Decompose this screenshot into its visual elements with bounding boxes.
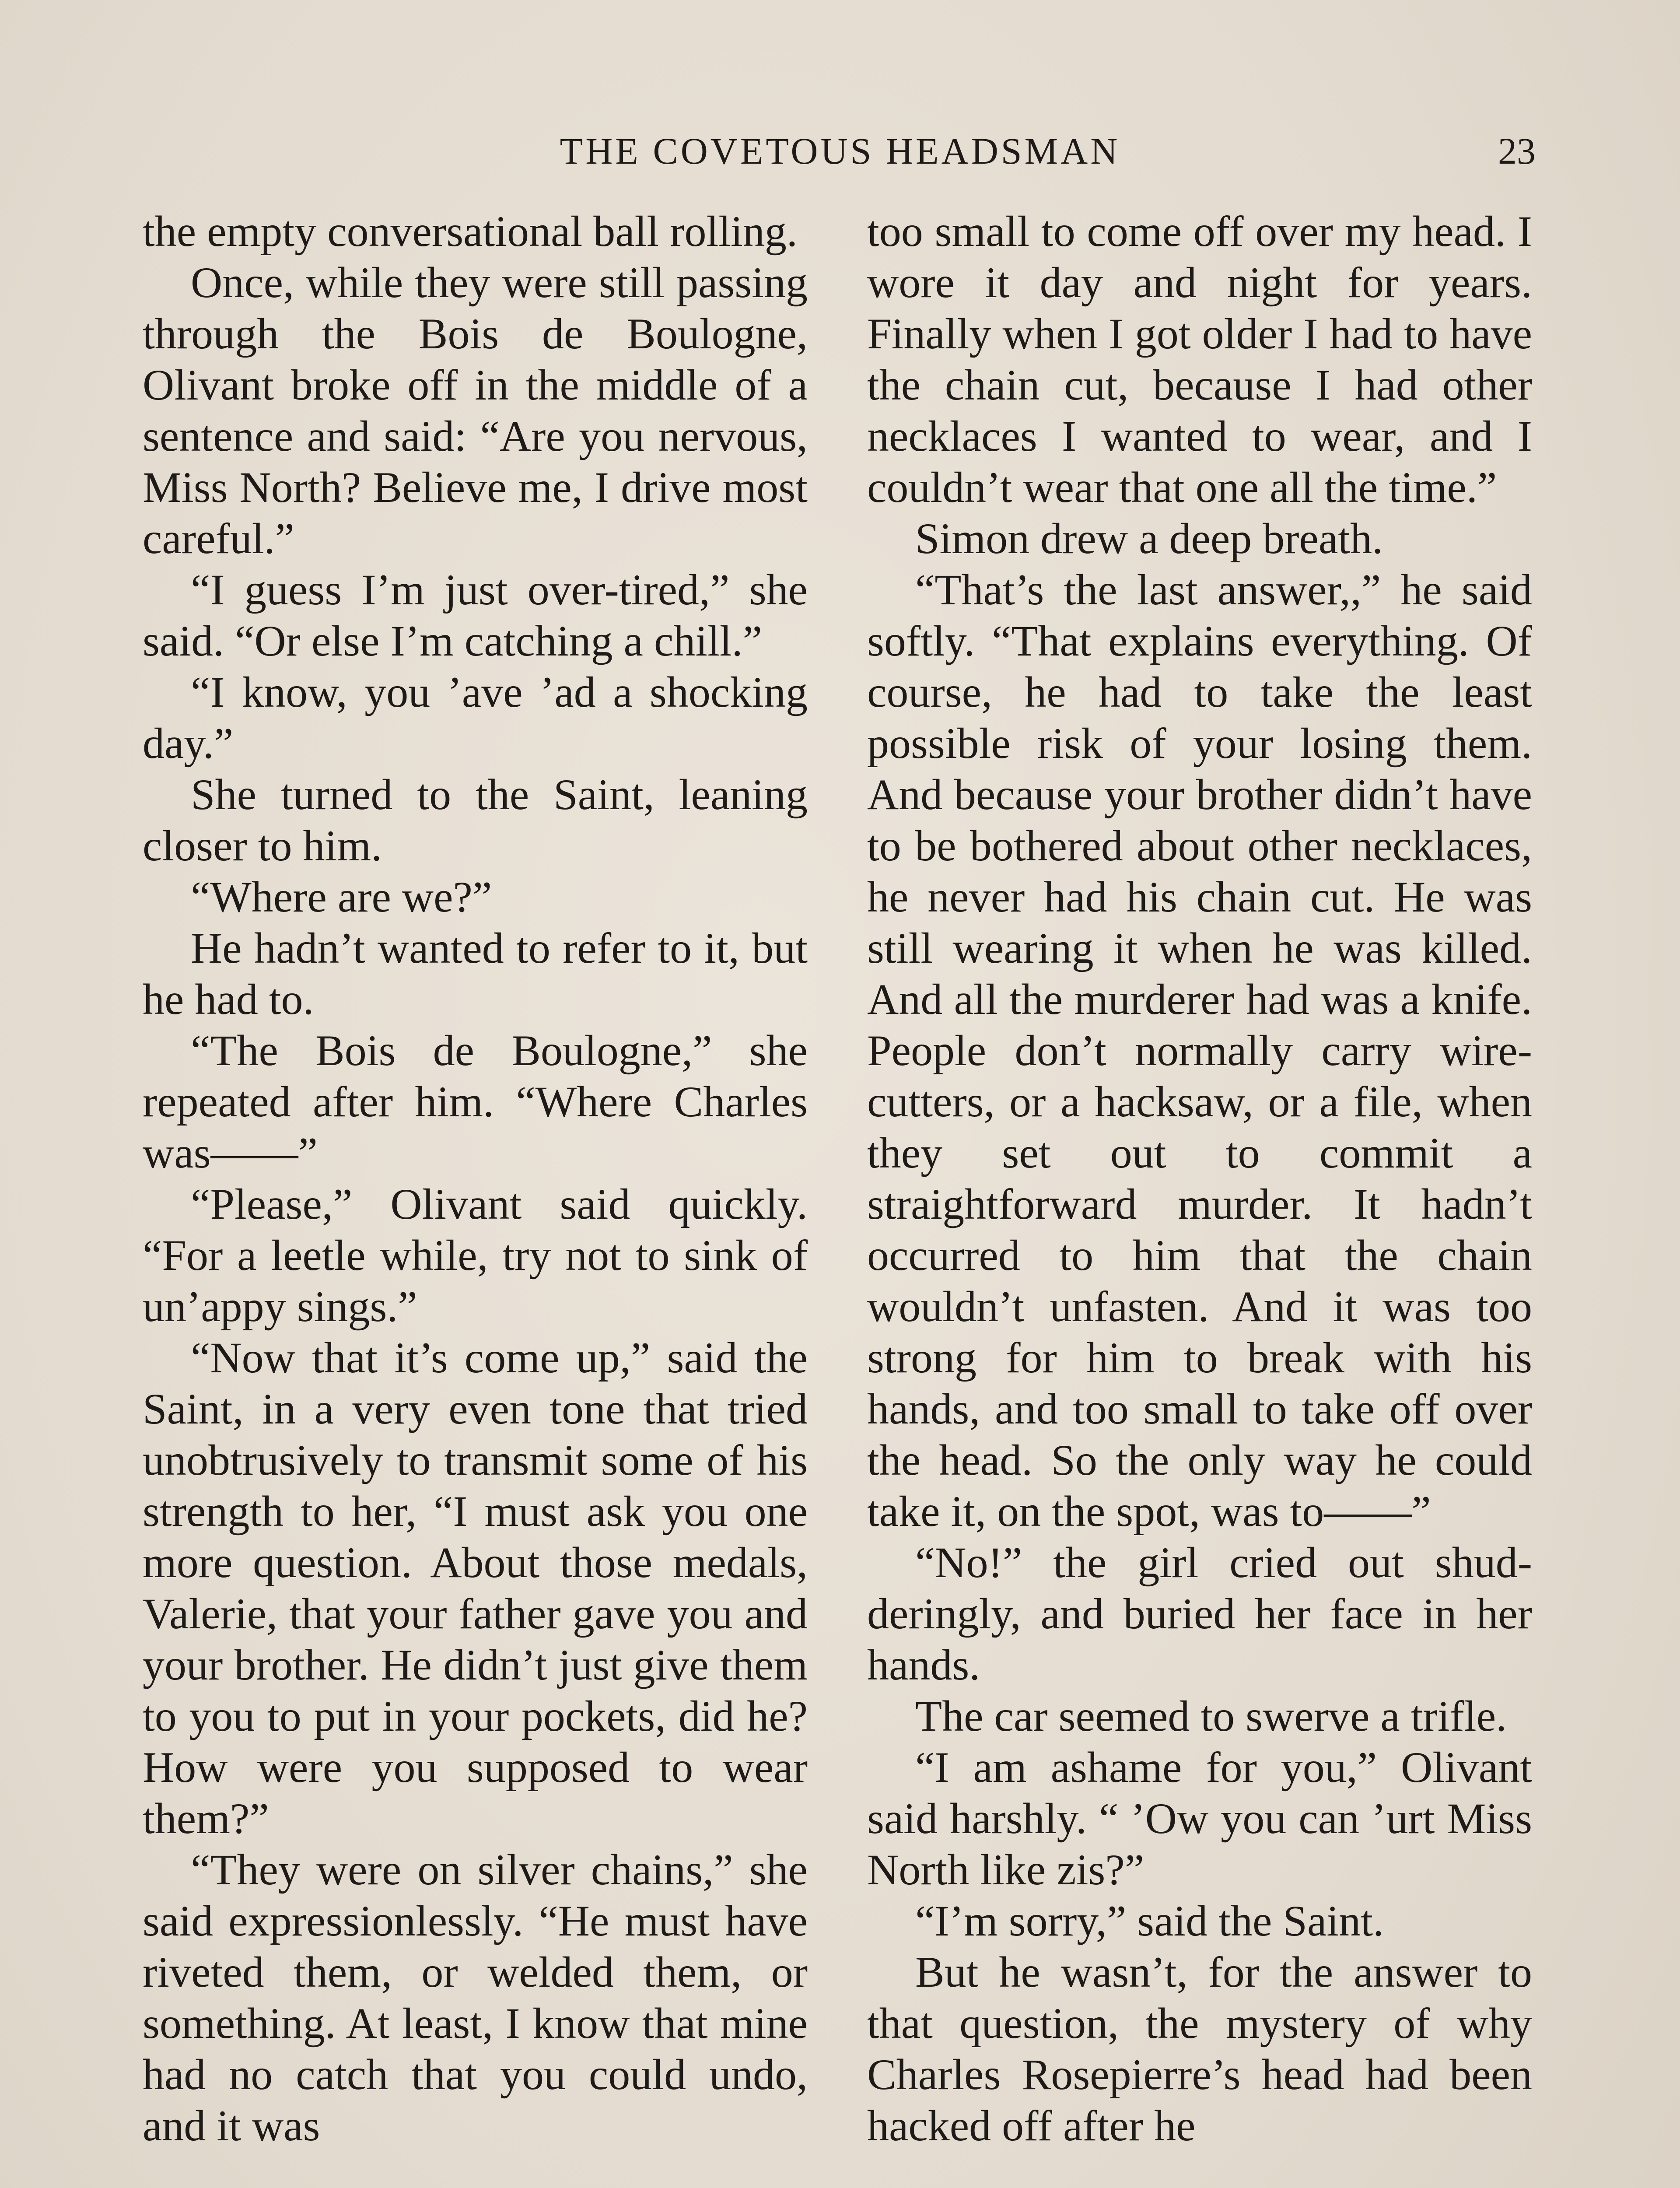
paragraph: Simon drew a deep breath. — [915, 514, 1383, 563]
left-column — [143, 206, 808, 2151]
paragraph: “I’m sorry,” said the Saint. — [915, 1897, 1384, 1945]
right-column — [867, 206, 1532, 2151]
paragraph: “Now that it’s come up,” said the Saint, in a very even tone that tried unobtrusively to transmit some of his strength to her, “I must ask you one more question. About those medals, Valerie, that your father gave you and your brother. He didn’t just give them to you to put in your pockets, did he? How were you supposed to wear them?” — [143, 1333, 808, 1843]
running-title: THE COVETOUS HEADSMAN — [560, 130, 1120, 172]
paragraph: “Where are we?” — [191, 873, 492, 921]
paragraph: He hadn’t wanted to refer to it, but he had to. — [143, 924, 808, 1024]
paragraph: But he wasn’t, for the answer to that question, the mystery of why Charles Rosepierre’s head had been hacked off after he — [867, 1948, 1532, 2150]
paragraph: “That’s the last answer,,” he said softly. “That explains everything. Of course, he had to take the least possible risk of your losing them. And because your brother didn’t have to be bothered about other necklaces, he never had his chain cut. He was still wearing it when he was killed. And all the murderer had was a knife. People don’t normally carry wire-cutters, or a hacksaw, or a file, when they set out to commit a straightforward murder. It hadn’t occurred to him that the chain wouldn’t unfasten. And it was too strong for him to break with his hands, and too small to take off over the head. So the only way he could take it, on the spot, was to——” — [867, 565, 1532, 1536]
paragraph: too small to come off over my head. I wore it day and night for years. Finally when I got older I had to have the chain cut, because I had other necklaces I wanted to wear, and I couldn’t wear that one all the time.” — [867, 207, 1532, 512]
paragraph: Once, while they were still passing through the Bois de Boulogne, Olivant broke off in the middle of a sentence and said: “Are you nervous, Miss North? Believe me, I drive most careful.” — [143, 258, 808, 563]
paragraph: The car seemed to swerve a trifle. — [915, 1692, 1507, 1740]
paragraph: the empty conversational ball rolling. — [143, 207, 798, 256]
paragraph: “Please,” Olivant said quickly. “For a leetle while, try not to sink of un’appy sings.” — [143, 1180, 808, 1331]
page-header — [144, 127, 1536, 184]
paragraph: She turned to the Saint, leaning closer to him. — [143, 770, 808, 870]
paragraph: “No!” the girl cried out shudderingly, and buried her face in her hands. — [867, 1538, 1532, 1689]
page-number: 23 — [1498, 130, 1536, 172]
paragraph: “I am ashame for you,” Olivant said harshly. “ ’Ow you can ’urt Miss North like zis?” — [867, 1743, 1532, 1894]
paragraph: “The Bois de Boulogne,” she repeated after him. “Where Charles was——” — [143, 1026, 808, 1177]
paragraph: “I know, you ’ave ’ad a shocking day.” — [143, 668, 808, 768]
paragraph: “I guess I’m just over-tired,” she said. “Or else I’m catching a chill.” — [143, 565, 808, 665]
paragraph: “They were on silver chains,” she said expressionlessly. “He must have riveted them, or welded them, or something. At least, I know that mine had no catch that you could undo, and it was — [143, 1845, 808, 2150]
